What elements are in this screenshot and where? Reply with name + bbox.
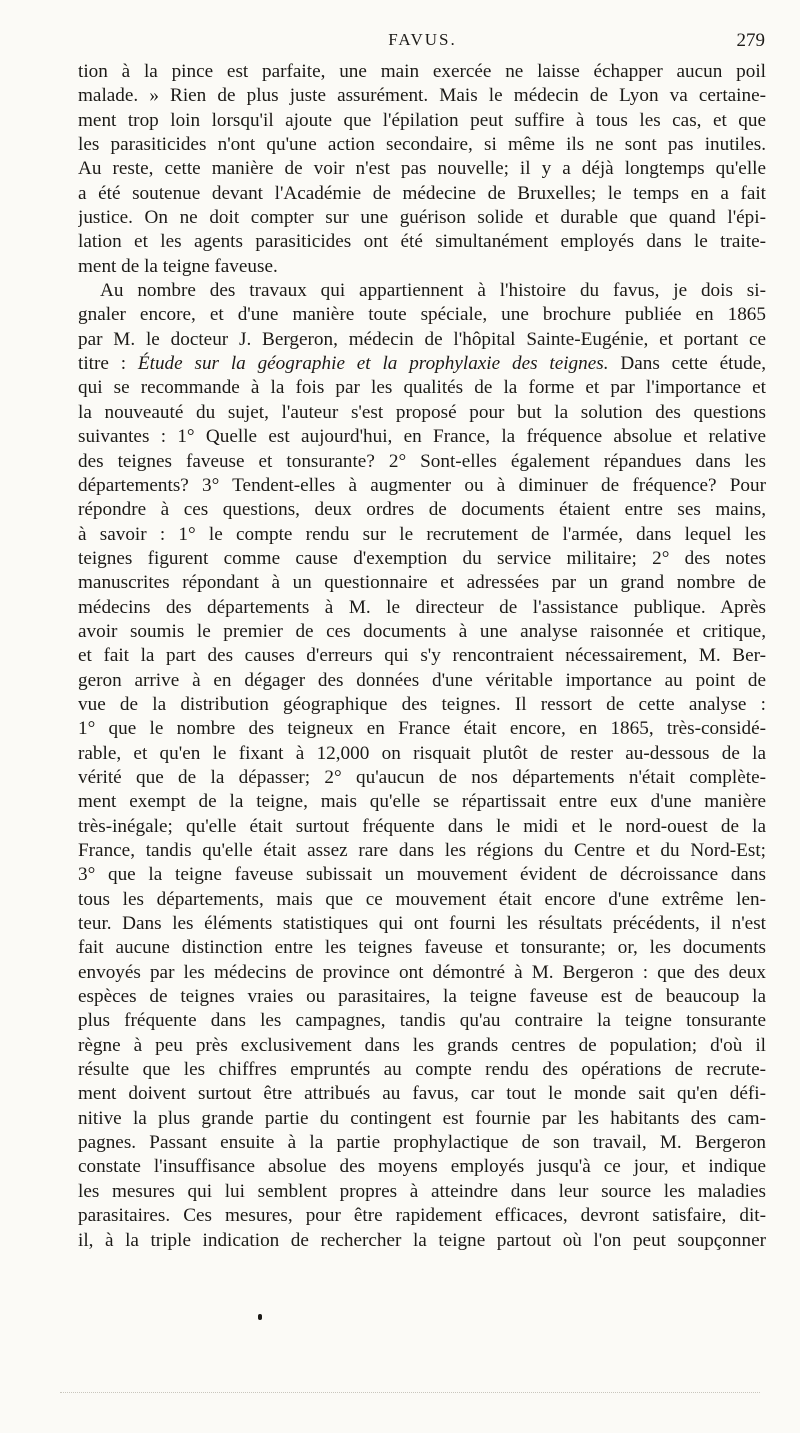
text-line: et fait la part des causes d'erreurs qui s'y rencontraient nécessairement, M. Ber- bbox=[78, 645, 766, 667]
text-line: ment doivent surtout être attribués au favus, car tout le monde sait qu'en défi- bbox=[78, 1083, 766, 1105]
text-line: rable, et qu'en le fixant à 12,000 on risquait plutôt de rester au-dessous de la bbox=[78, 742, 766, 764]
text-line: répondre à ces questions, deux ordres de documents étaient entre ses mains, bbox=[78, 499, 766, 521]
text-line: les parasiticides n'ont qu'une action secondaire, si même ils ne sont pas inutiles. bbox=[78, 134, 766, 156]
scan-noise-line bbox=[60, 1392, 760, 1393]
text-line: avoir soumis le premier de ces documents à une analyse raisonnée et critique, bbox=[78, 620, 766, 642]
text-line: plus fréquente dans les campagnes, tandis qu'au contraire la teigne tonsurante bbox=[78, 1010, 766, 1032]
text-line: fait aucune distinction entre les teignes faveuse et tonsurante; or, les documents bbox=[78, 937, 766, 959]
text-line: envoyés par les médecins de province ont démontré à M. Bergeron : que des deux bbox=[78, 961, 766, 983]
text-line: des teignes faveuse et tonsurante? 2° Sont-elles également répandues dans les bbox=[78, 450, 766, 472]
title-tail: Dans cette étude, bbox=[608, 353, 766, 375]
text-line: les mesures qui lui semblent propres à atteindre dans leur source les maladies bbox=[78, 1180, 766, 1202]
text-line: ment exempt de la teigne, mais qu'elle se répartissait entre eux d'une manière bbox=[78, 791, 766, 813]
paragraph-2 bbox=[78, 279, 766, 1253]
text-line: tous les départements, mais que ce mouvement était encore d'une extrême len- bbox=[78, 888, 766, 910]
text-line: espèces de teignes vraies ou parasitaires, la teigne faveuse est de beaucoup la bbox=[78, 986, 766, 1008]
text-line: vue de la distribution géographique des teignes. Il ressort de cette analyse : bbox=[78, 693, 766, 715]
text-line: la nouveauté du sujet, l'auteur s'est proposé pour but la solution des questions bbox=[78, 401, 766, 423]
text-line: qui se recommande à la fois par les qualités de la forme et par l'importance et bbox=[78, 377, 766, 399]
text-line: constate l'insuffisance absolue des moyens employés jusqu'à ce jour, et indique bbox=[78, 1156, 766, 1178]
text-line: nitive la plus grande partie du contingent est fournie par les habitants des cam- bbox=[78, 1107, 766, 1129]
text-line: à savoir : 1° le compte rendu sur le recrutement de l'armée, dans lequel les bbox=[78, 523, 766, 545]
book-title: Étude sur la géographie et la prophylaxie des teignes. bbox=[137, 353, 609, 375]
text-line: par M. le docteur J. Bergeron, médecin de l'hôpital Sainte-Eugénie, et portant ce bbox=[78, 328, 766, 350]
text-line: suivantes : 1° Quelle est aujourd'hui, en France, la fréquence absolue et relative bbox=[78, 426, 766, 448]
text-line: règne à peu près exclusivement dans les grands centres de population; d'où il bbox=[78, 1034, 766, 1056]
text-line: parasitaires. Ces mesures, pour être rapidement efficaces, devront satisfaire, dit- bbox=[78, 1205, 766, 1227]
text-line: Au nombre des travaux qui appartiennent à l'histoire du favus, je dois si- bbox=[100, 280, 766, 302]
running-title: FAVUS. bbox=[388, 30, 457, 49]
text-line: teur. Dans les éléments statistiques qui ont fourni les résultats précédents, il n'est bbox=[78, 913, 766, 935]
paragraph-1 bbox=[78, 60, 766, 279]
text-line: justice. On ne doit compter sur une guérison solide et durable que quand l'épi- bbox=[78, 207, 766, 229]
page-number: 279 bbox=[736, 30, 765, 51]
text-line: France, tandis qu'elle était assez rare dans les régions du Centre et du Nord-Est; bbox=[78, 840, 766, 861]
text-line: vérité que de la dépasser; 2° qu'aucun de nos départements n'était complète- bbox=[78, 766, 766, 788]
text-line: a été soutenue devant l'Académie de médecine de Bruxelles; le temps en a fait bbox=[78, 182, 766, 204]
title-line bbox=[78, 352, 766, 376]
text-line: lation et les agents parasiticides ont été simultanément employés dans le traite- bbox=[78, 231, 766, 253]
text-line: 3° que la teigne faveuse subissait un mouvement évident de décroissance dans bbox=[78, 864, 766, 886]
ink-speck bbox=[258, 1314, 262, 1320]
text-line: pagnes. Passant ensuite à la partie prophylactique de son travail, M. Bergeron bbox=[78, 1132, 766, 1154]
page-header bbox=[80, 30, 765, 56]
text-line: il, à la triple indication de rechercher la teigne partout où l'on peut soupçonner bbox=[78, 1229, 766, 1251]
text-line: départements? 3° Tendent-elles à augmenter ou à diminuer de fréquence? Pour bbox=[78, 474, 766, 496]
text-line: ment de la teigne faveuse. bbox=[78, 255, 278, 277]
text-line: médecins des départements à M. le directeur de l'assistance publique. Après bbox=[78, 596, 766, 618]
text-line: malade. » Rien de plus juste assurément. Mais le médecin de Lyon va certaine- bbox=[78, 85, 766, 107]
text-line: teignes figurent comme cause d'exemption du service militaire; 2° des notes bbox=[78, 547, 766, 569]
text-line: 1° que le nombre des teigneux en France était encore, en 1865, très-considé- bbox=[78, 718, 766, 740]
text-line: Au reste, cette manière de voir n'est pas nouvelle; il y a déjà longtemps qu'elle bbox=[78, 158, 766, 180]
text-line: ment trop loin lorsqu'il ajoute que l'épilation peut suffire à tous les cas, et que bbox=[78, 109, 766, 131]
body-text bbox=[78, 60, 766, 1253]
title-lead: titre : bbox=[78, 353, 138, 375]
text-line: résulte que les chiffres empruntés au compte rendu des opérations de recrute- bbox=[78, 1059, 766, 1081]
text-line: geron arrive à en dégager des données d'une véritable importance au point de bbox=[78, 669, 766, 691]
text-line: manuscrites répondant à un questionnaire et adressées par un grand nombre de bbox=[78, 572, 766, 594]
text-line: très-inégale; qu'elle était surtout fréquente dans le midi et le nord-ouest de la bbox=[78, 815, 766, 837]
text-line: gnaler encore, et d'une manière toute spéciale, une brochure publiée en 1865 bbox=[78, 304, 766, 326]
paragraph-2-rest bbox=[78, 376, 766, 1252]
text-line: tion à la pince est parfaite, une main exercée ne laisse échapper aucun poil bbox=[78, 61, 766, 82]
